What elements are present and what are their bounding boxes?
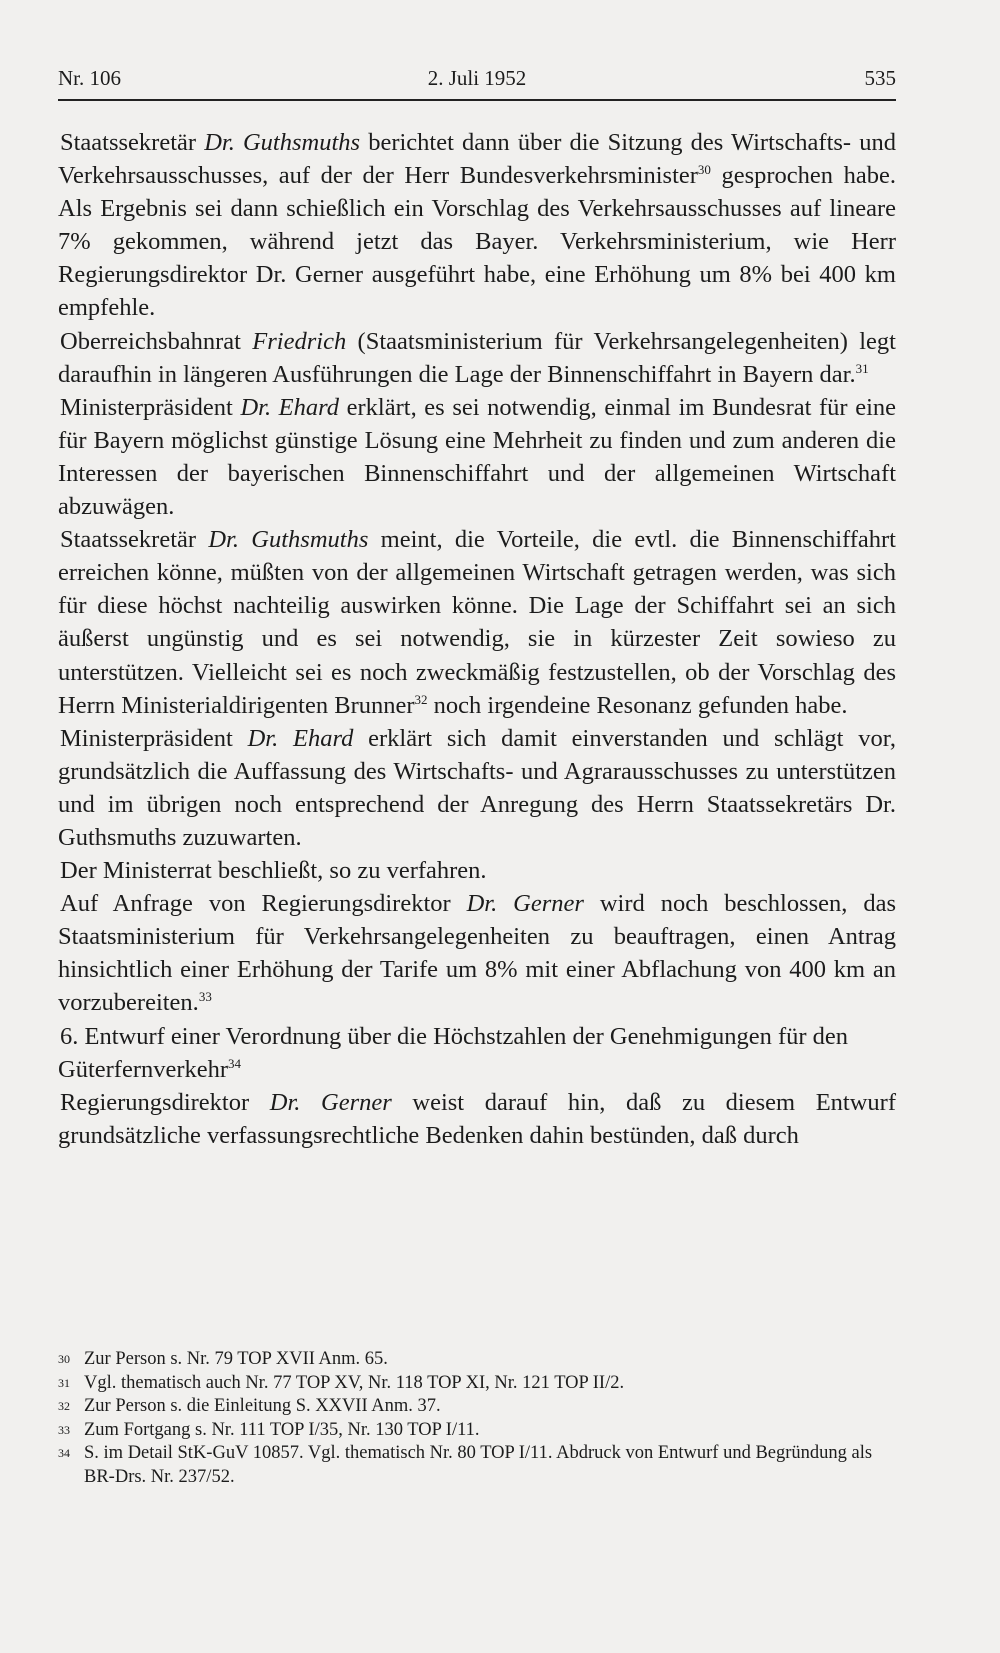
footnote-ref[interactable]: 30 — [697, 161, 711, 177]
paragraph: Der Ministerrat beschließt, so zu verfahren. — [60, 857, 487, 885]
speaker-name: Dr. Gerner — [269, 1088, 392, 1116]
speaker-name: Friedrich — [252, 327, 347, 355]
running-header — [58, 62, 896, 96]
body-text — [58, 126, 896, 1152]
footnote: 30 Zur Person s. Nr. 79 TOP XVII Anm. 65. — [58, 1348, 896, 1372]
footnote-number: 34 — [58, 1446, 70, 1460]
paragraph: Auf Anfrage von Regierungsdirektor Dr. Gerner wird noch beschlossen, das Staatsministerium für Verkehrsangelegenheiten zu beauftragen, einen Antrag hinsichtlich einer Erhöhung der Tarife um 8% mit einer Abflachung von 400 km an vorzubereiten.$^{33}$ — [58, 890, 896, 1017]
paragraph: Regierungsdirektor Dr. Gerner weist darauf hin, daß zu diesem Entwurf grundsätzliche verfassungsrechtliche Bedenken dahin bestünden, daß durch — [58, 1088, 896, 1149]
speaker-name: Dr. Guthsmuths — [204, 129, 361, 156]
footnote-ref[interactable]: 33 — [198, 989, 212, 1005]
speaker-name: Dr. Ehard — [240, 393, 340, 421]
agenda-item-heading: 6. Entwurf einer Verordnung über die Höchstzahlen der Genehmigungen für den Güterfernverkehr$^{34}$ — [58, 1022, 849, 1083]
paragraph: Staatssekretär Dr. Guthsmuths meint, die Vorteile, die evtl. die Binnenschiffahrt erreichen könne, müßten von der allgemeinen Wirtschaft getragen werden, was sich für diese höchst nachteilig auswirken könne. Die Lage der Schiffahrt sei an sich äußerst ungünstig und es sei notwendig, sie in kürzester Zeit sowieso zu unterstützen. Vielleicht sei es noch zweckmäßig festzustellen, ob der Vorschlag des Herrn Ministerialdirigenten Brunner$^{32}$ noch irgendeine Resonanz gefunden habe. — [58, 526, 896, 719]
paragraph: Ministerpräsident Dr. Ehard erklärt, es sei notwendig, einmal im Bundesrat für eine für Bayern möglichst günstige Lösung eine Mehrheit zu finden und zum anderen die Interessen der bayerischen Binnenschiffahrt und der allgemeinen Wirtschaft abzuwägen. — [58, 393, 896, 521]
footnote: 31 Vgl. thematisch auch Nr. 77 TOP XV, Nr. 118 TOP XI, Nr. 121 TOP II/2. — [58, 1372, 896, 1396]
footnote-number: 33 — [58, 1422, 70, 1437]
paragraph: Ministerpräsident Dr. Ehard erklärt sich damit einverstanden und schlägt vor, grundsätzlich die Auffassung des Wirtschafts- und Agrarausschusses zu unterstützen und im übrigen noch entsprechend der Anregung des Herrn Staatssekretärs Dr. Guthsmuths zuzuwarten. — [58, 724, 897, 851]
footnote-number: 31 — [58, 1375, 70, 1390]
footnote: 32 Zur Person s. die Einleitung S. XXVII Anm. 37. — [58, 1395, 896, 1419]
footnotes — [58, 1348, 896, 1489]
document-number: Nr. 106 — [58, 66, 121, 90]
paragraph: Oberreichsbahnrat Friedrich (Staatsministerium für Verkehrsangelegenheiten) legt daraufhin in längeren Ausführungen die Lage der Binnenschiffahrt in Bayern dar.$^{31}$ — [58, 327, 896, 388]
header-date: 2. Juli 1952 — [427, 66, 527, 90]
footnote: 34 S. im Detail StK-GuV 10857. Vgl. thematisch Nr. 80 TOP I/11. Abdruck von Entwurf und Begründung als BR-Drs. Nr. 237/52. — [58, 1443, 873, 1487]
footnote-ref[interactable]: 34 — [228, 1055, 242, 1071]
footnote-number: 32 — [58, 1399, 70, 1413]
speaker-name: Dr. Gerner — [466, 890, 584, 918]
header-rule — [58, 99, 896, 101]
paragraph: Staatssekretär Dr. Guthsmuths berichtet dann über die Sitzung des Wirtschafts- und Verkehrsausschusses, auf der der Herr Bundesverkehrsminister$^{30}$ gesprochen habe. Als Ergebnis sei dann schießlich ein Vorschlag des Verkehrsausschusses auf lineare 7% gekommen, während jetzt das Bayer. Verkehrsministerium, wie Herr Regierungsdirektor Dr. Gerner ausgeführt habe, eine Erhöhung um 8% bei 400 km empfehle. — [58, 129, 896, 322]
page-number: 535 — [864, 66, 896, 90]
speaker-name: Dr. Guthsmuths — [208, 526, 369, 554]
footnote-ref[interactable]: 32 — [414, 691, 428, 707]
footnote-number: 30 — [58, 1352, 70, 1366]
footnote-ref[interactable]: 31 — [855, 360, 869, 376]
speaker-name: Dr. Ehard — [247, 724, 354, 752]
footnote: 33 Zum Fortgang s. Nr. 111 TOP I/35, Nr. 130 TOP I/11. — [58, 1419, 896, 1443]
